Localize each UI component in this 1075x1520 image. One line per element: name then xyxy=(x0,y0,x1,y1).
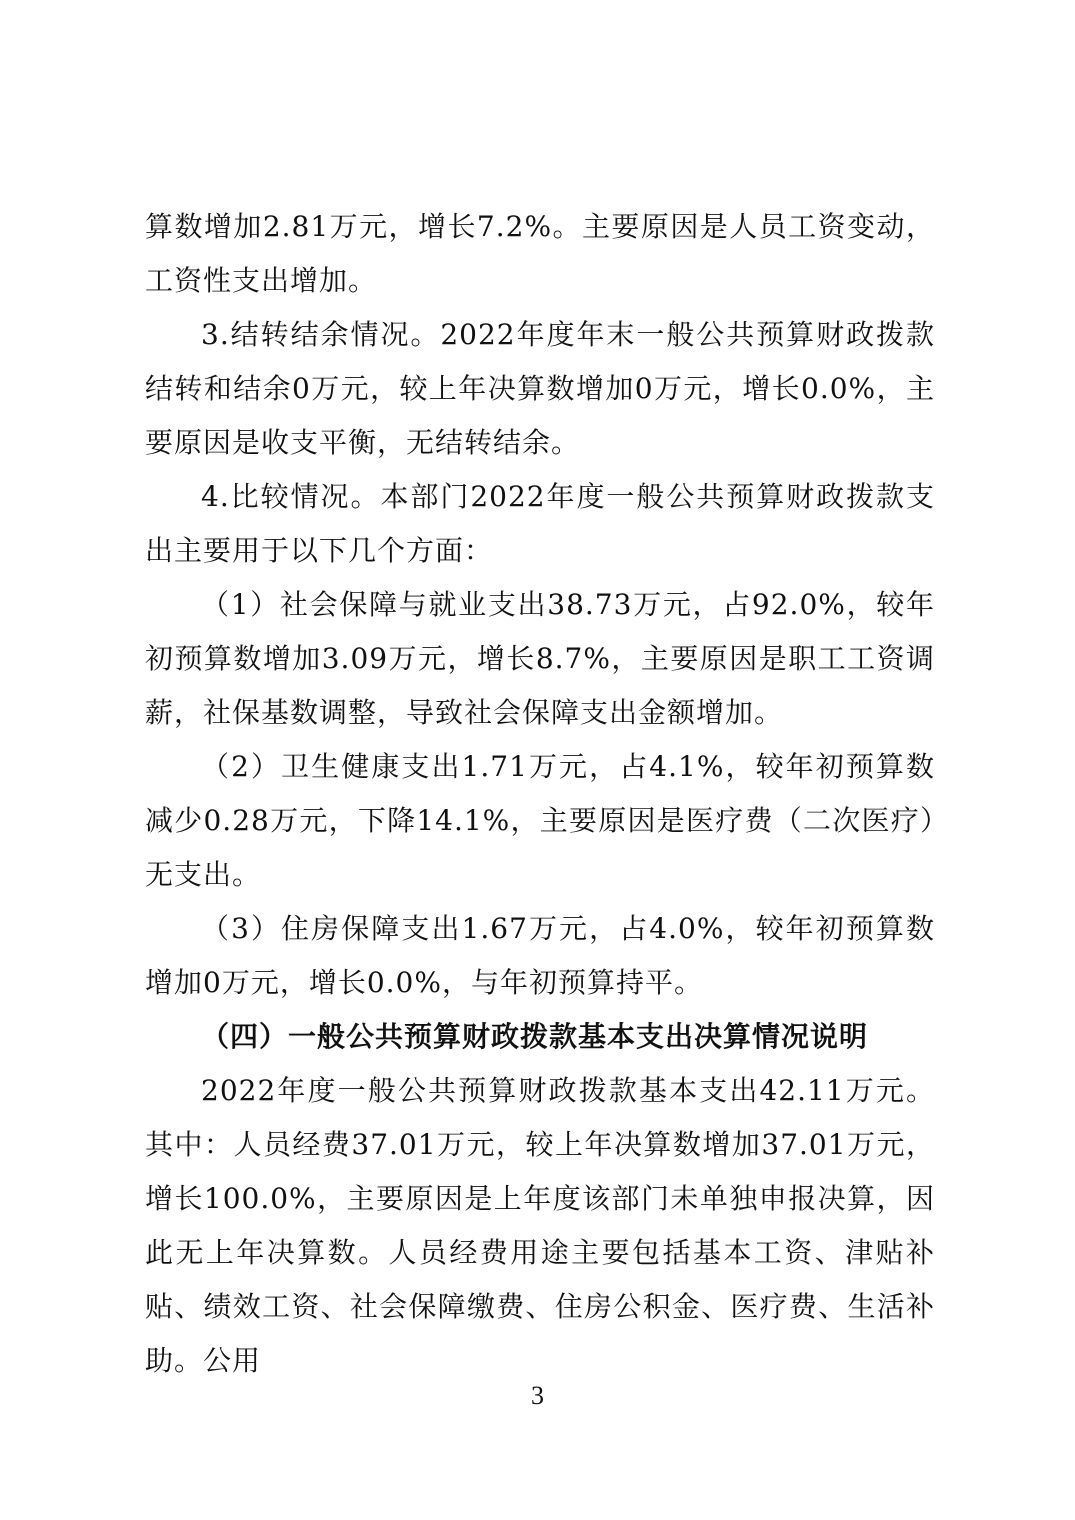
document-body xyxy=(145,200,935,1388)
paragraph-social-security: （1）社会保障与就业支出38.73万元，占92.0%，较年初预算数增加3.09万元，增长8.7%，主要原因是职工工资调薪，社保基数调整，导致社会保障支出金额增加。 xyxy=(145,588,935,729)
page-number: 3 xyxy=(531,1381,544,1410)
paragraph-housing: （3）住房保障支出1.67万元，占4.0%，较年初预算数增加0万元，增长0.0%，与年初预算持平。 xyxy=(145,912,935,999)
section-heading-basic-expenditure: （四）一般公共预算财政拨款基本支出决算情况说明 xyxy=(201,1020,869,1053)
paragraph-continuation: 算数增加2.81万元，增长7.2%。主要原因是人员工资变动，工资性支出增加。 xyxy=(145,210,935,297)
paragraph-health: （2）卫生健康支出1.71万元，占4.1%，较年初预算数减少0.28万元，下降14.1%，主要原因是医疗费（二次医疗）无支出。 xyxy=(145,750,935,891)
paragraph-carryover-balance: 3.结转结余情况。2022年度年末一般公共预算财政拨款结转和结余0万元，较上年决算数增加0万元，增长0.0%，主要原因是收支平衡，无结转结余。 xyxy=(145,318,935,459)
paragraph-comparison: 4.比较情况。本部门2022年度一般公共预算财政拨款支出主要用于以下几个方面： xyxy=(145,480,935,567)
paragraph-basic-expenditure: 2022年度一般公共预算财政拨款基本支出42.11万元。其中：人员经费37.01万元，较上年决算数增加37.01万元，增长100.0%，主要原因是上年度该部门未单独申报决算，因此无上年决算数。人员经费用途主要包括基本工资、津贴补贴、绩效工资、社会保障缴费、住房公积金、医疗费、生活补助。公用 xyxy=(145,1074,935,1377)
